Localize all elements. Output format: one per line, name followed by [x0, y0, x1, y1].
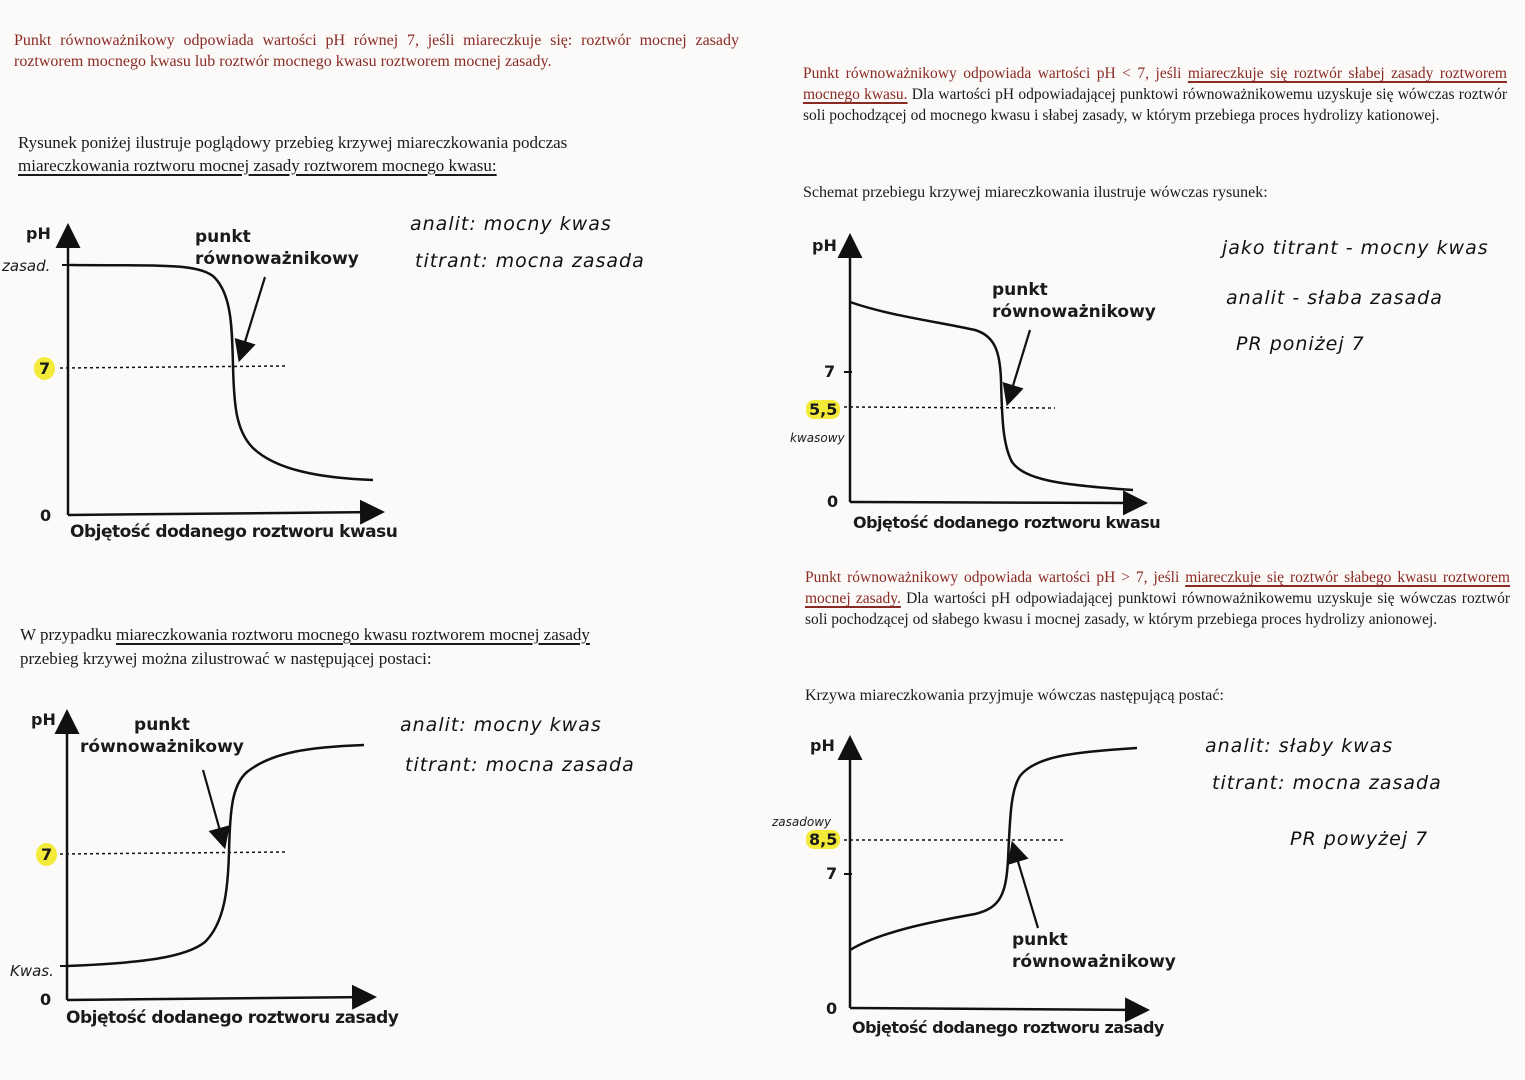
- chart3-point-label-2: równoważnikowy: [992, 302, 1156, 322]
- chart3-y7: 7: [824, 362, 836, 381]
- chart4-note-1: analit: słaby kwas: [1205, 735, 1394, 757]
- p2-rest: Dla wartości pH odpowiadającej punktowi równoważnikowemu uzyskuje się wówczas roztwór soli pochodzącej od słabego kwasu i mocnej zasady, w którym przebiega proces hydrolizy anionowej.: [805, 590, 1510, 628]
- chart3-ylabel: pH: [812, 236, 837, 255]
- chart3-curve: [850, 302, 1133, 490]
- chart2-point-label-1: punkt: [134, 715, 190, 735]
- chart4-point-label-2: równoważnikowy: [1012, 952, 1176, 972]
- chart4-curve: [850, 748, 1137, 950]
- chart1-point-label-2: równoważnikowy: [195, 249, 359, 269]
- chart3-ph55-line: [844, 407, 1055, 408]
- chart1-y-top-label: zasad.: [2, 257, 51, 275]
- fig1-caption-line2: miareczkowania roztworu mocnej zasady roztworem mocnego kwasu:: [18, 156, 497, 175]
- chart2-y0: 0: [40, 990, 52, 1009]
- chart4-note-3: PR powyżej 7: [1290, 828, 1429, 850]
- fig2-caption-line2: przebieg krzywej można zilustrować w następującej postaci:: [20, 649, 432, 668]
- chart3-x-axis: [850, 502, 1143, 503]
- chart1-xlabel: Objętość dodanego roztworu kwasu: [70, 522, 398, 542]
- chart2-y-bottom-label: Kwas.: [10, 962, 54, 980]
- chart3-y55-note: kwasowy: [790, 431, 845, 445]
- chart2-arrow: [203, 770, 224, 845]
- chart3-note-1: jako titrant - mocny kwas: [1222, 237, 1489, 259]
- p1-red: Punkt równoważnikowy odpowiada wartości pH < 7, jeśli: [803, 65, 1188, 82]
- chart2-x-axis: [67, 997, 372, 1000]
- chart1-arrow: [240, 277, 265, 358]
- chart4-y0: 0: [826, 999, 838, 1018]
- p2-red: Punkt równoważnikowy odpowiada wartości pH > 7, jeśli: [805, 569, 1186, 586]
- chart4-arrow: [1013, 845, 1038, 928]
- p1-rest: Dla wartości pH odpowiadającej punktowi równoważnikowemu uzyskuje się wówczas roztwór soli pochodzącej od mocnego kwasu i słabej zasady, w którym przebiega proces hydrolizy kationowej.: [803, 86, 1507, 124]
- fig4-caption: Krzywa miareczkowania przyjmuje wówczas następującą postać:: [805, 687, 1224, 704]
- chart2-point-label-2: równoważnikowy: [80, 737, 244, 757]
- chart1-x-axis: [68, 512, 380, 515]
- chart4-point-label-1: punkt: [1012, 930, 1068, 950]
- chart3-note-2: analit - słaba zasada: [1226, 287, 1443, 309]
- chart4-y85: 8,5: [806, 830, 840, 849]
- chart4-xlabel: Objętość dodanego roztworu zasady: [852, 1018, 1164, 1037]
- chart2-ph7-line: [60, 852, 285, 854]
- chart3-y0: 0: [827, 492, 839, 511]
- chart1-ph7-line: [60, 366, 285, 368]
- chart2-curve: [67, 745, 364, 966]
- chart2-note-1: analit: mocny kwas: [400, 714, 602, 736]
- chart1-y7: 7: [34, 357, 55, 380]
- chart2-y7: 7: [36, 843, 57, 866]
- chart4-note-2: titrant: mocna zasada: [1212, 772, 1442, 794]
- chart2-ylabel: pH: [31, 710, 56, 729]
- chart1-point-label-1: punkt: [195, 227, 251, 247]
- p2-red-underlined: miareczkuje się roztwór słabego kwasu roztworem mocnej zasady.: [805, 569, 1510, 607]
- fig2-caption-pre: W przypadku: [20, 625, 116, 644]
- p1-red-underlined: miareczkuje się roztwór słabej zasady roztworem mocnego kwasu.: [803, 65, 1507, 103]
- fig1-caption-line1: Rysunek poniżej ilustruje poglądowy przebieg krzywej miareczkowania podczas: [18, 133, 568, 152]
- chart1-y0: 0: [40, 506, 52, 525]
- chart3-point-label-1: punkt: [992, 280, 1048, 300]
- fig2-caption-underlined: miareczkowania roztworu mocnego kwasu roztworem mocnej zasady: [116, 625, 590, 644]
- chart3-y55: 5,5: [806, 400, 840, 419]
- chart4-ylabel: pH: [810, 736, 835, 755]
- chart3-note-3: PR poniżej 7: [1236, 333, 1365, 355]
- chart2-xlabel: Objętość dodanego roztworu zasady: [66, 1008, 399, 1028]
- chart4-y7: 7: [826, 864, 838, 883]
- chart4-x-axis: [850, 1008, 1145, 1010]
- chart4-y85-note: zasadowy: [772, 815, 832, 829]
- chart3-arrow: [1008, 330, 1030, 402]
- fig3-caption: Schemat przebiegu krzywej miareczkowania ilustruje wówczas rysunek:: [803, 184, 1268, 201]
- chart3-xlabel: Objętość dodanego roztworu kwasu: [853, 513, 1161, 532]
- chart2-note-2: titrant: mocna zasada: [405, 754, 635, 776]
- chart1-curve: [70, 265, 373, 480]
- chart1-note-1: analit: mocny kwas: [410, 213, 612, 235]
- intro-paragraph: Punkt równoważnikowy odpowiada wartości pH równej 7, jeśli miareczkuje się: roztwór mocnej zasady roztworem mocnego kwasu lub roztwór mocnego kwasu roztworem mocnej zasady.: [14, 32, 739, 70]
- chart1-ylabel: pH: [26, 224, 51, 243]
- chart1-note-2: titrant: mocna zasada: [415, 250, 645, 272]
